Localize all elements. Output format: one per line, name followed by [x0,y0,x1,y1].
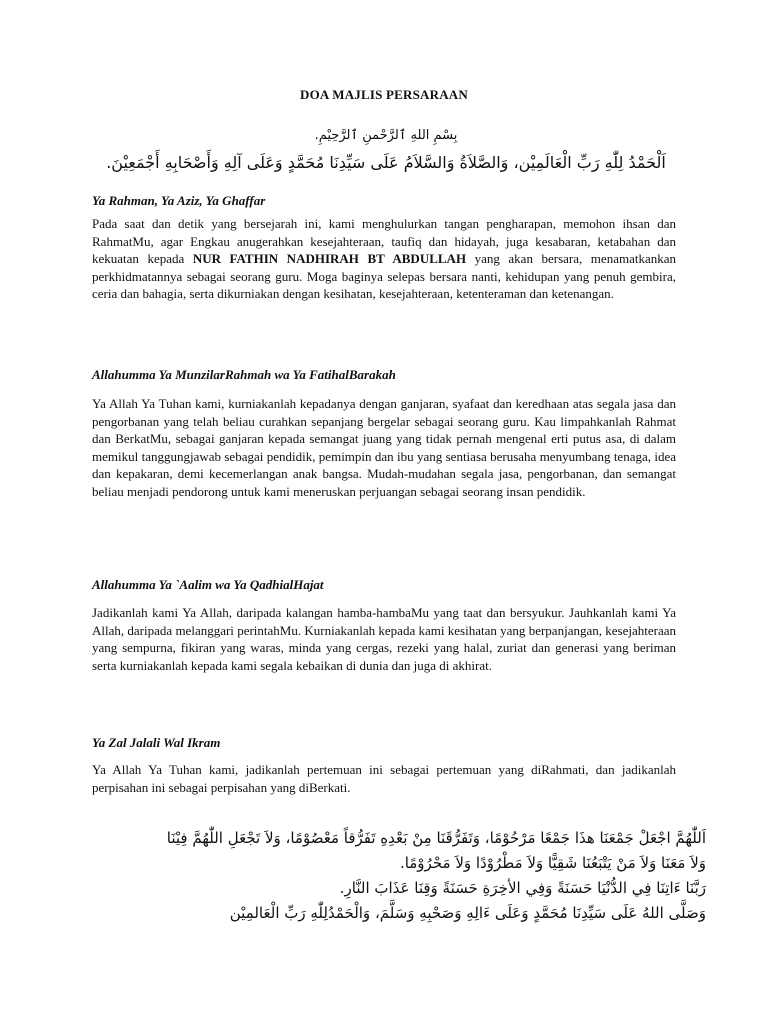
section-heading-1: Ya Rahman, Ya Aziz, Ya Ghaffar [92,193,266,208]
section-paragraph-3: Jadikanlah kami Ya Allah, daripada kalangan hamba-hambaMu yang taat dan bersyukur. Jauhkanlah kami Ya Allah, daripada melanggari perintahMu. Kurniakanlah kepada kami kesihatan yang berpanjangan, kesejahteraan yang sempurna, fikiran yang waras, minda yang cergas, rezeki yang halal, zuriat dan generasi yang beriman serta kurniakanlah kepada kami segala kebaikan di dunia dan juga di akhirat. [92,605,676,673]
hamdalah-line: اَلْحَمْدُ لِلّٰهِ رَبِّ الْعَالَمِيْن، وَالصَّلاَةُ وَالسَّلاَمُ عَلَى سَيِّدِنَا مُحَمَّدٍ وَعَلَى آلِهِ وَأَصْحَابِهِ أَجْمَعِيْنَ. [106,153,666,172]
section-paragraph-2: Ya Allah Ya Tuhan kami, kurniakanlah kepadanya dengan ganjaran, syafaat dan keredhaan atas segala jasa dan pengorbanan yang telah beliau curahkan sepanjang bergelar sebagai seorang guru. Kau limpahkanlah Rahmat dan BerkatMu, sebagai ganjaran kepada semangat juang yang tidak pernah mengenal erti putus asa, di dalam memikul tanggungjawab sebagai pendidik, pemimpin dan ibu yang sentiasa berusaha menyumbang tenaga, idea dan kepakaran, demi kecemerlangan anak bangsa. Mudah-mudahan segala jasa, pengorbanan, dan semangat beliau menjadi pendorong untuk kami meneruskan perjuangan sebagai seorang insan pendidik. [92,396,676,499]
section-heading-3: Allahumma Ya `Aalim wa Ya QadhialHajat [92,577,324,592]
paragraph-text: yang akan bersara, menamatkankan perkhidmatannya sebagai seorang guru. Moga baginya selepas bersara nanti, kehidupan yang penuh gembira, ceria dan bahagia, serta dikurniakan dengan kesihatan, kesejahteraan, ketenteraman dan ketenangan. [92,251,676,301]
closing-prayer [88,826,706,926]
retiree-name: NUR FATHIN NADHIRAH BT ABDULLAH [192,251,467,266]
document-title: DOA MAJLIS PERSARAAN [300,87,468,102]
section-heading-4: Ya Zal Jalali Wal Ikram [92,735,221,750]
closing-line-3: رَبَّنَا ءَاتِنَا فِي الدُّنْيَا حَسَنَةً وَفِي الأخِرَةِ حَسَنَةً وَقِنَا عَذَابَ النَّارِ. [339,879,706,897]
section-paragraph-1 [92,215,676,303]
paragraph-text: Pada saat dan detik yang bersejarah ini, kami menghulurkan tangan pengharapan, memohon ihsan dan RahmatMu, agar Engkau anugerahkan kesejahteraan, taufiq dan hidayah, juga kesabaran, ketabahan dan kekuatan kepada [92,216,676,266]
section-paragraph-4: Ya Allah Ya Tuhan kami, jadikanlah pertemuan ini sebagai pertemuan yang diRahmati, dan jadikanlah perpisahan ini sebagai perpisahan yang diBerkati. [92,762,676,795]
bismillah-line: بِسْمِ اللهِ ٱلرَّحْمنِ ٱلرَّحِيْمِ. [314,128,458,143]
closing-line-1: اَللّٰهُمَّ اجْعَلْ جَمْعَنَا هذَا جَمْعًا مَرْحُوْمًا، وَتَفَرُّقَنَا مِنْ بَعْدِهِ تَفَرُّقاً مَعْصُوْمًا، وَلاَ تَجْعَلِ اللّٰهُمَّ فِيْنَا [166,829,706,847]
closing-line-2: وَلاَ مَعَنَا وَلاَ مَنْ يَتْبَعُنَا شَقِيًّا وَلاَ مَطْرُوْدًا وَلاَ مَحْرُوْمًا. [399,854,706,872]
section-heading-2: Allahumma Ya MunzilarRahmah wa Ya FatihalBarakah [92,367,396,382]
closing-line-4: وَصَلَّى اللهُ عَلَى سَيِّدِنَا مُحَمَّدٍ وَعَلَى ءَالِهِ وَصَحْبِهِ وَسَلَّمَ، وَالْحَمْدُلِلّٰهِ رَبِّ الْعَالمِيْن [229,904,706,922]
